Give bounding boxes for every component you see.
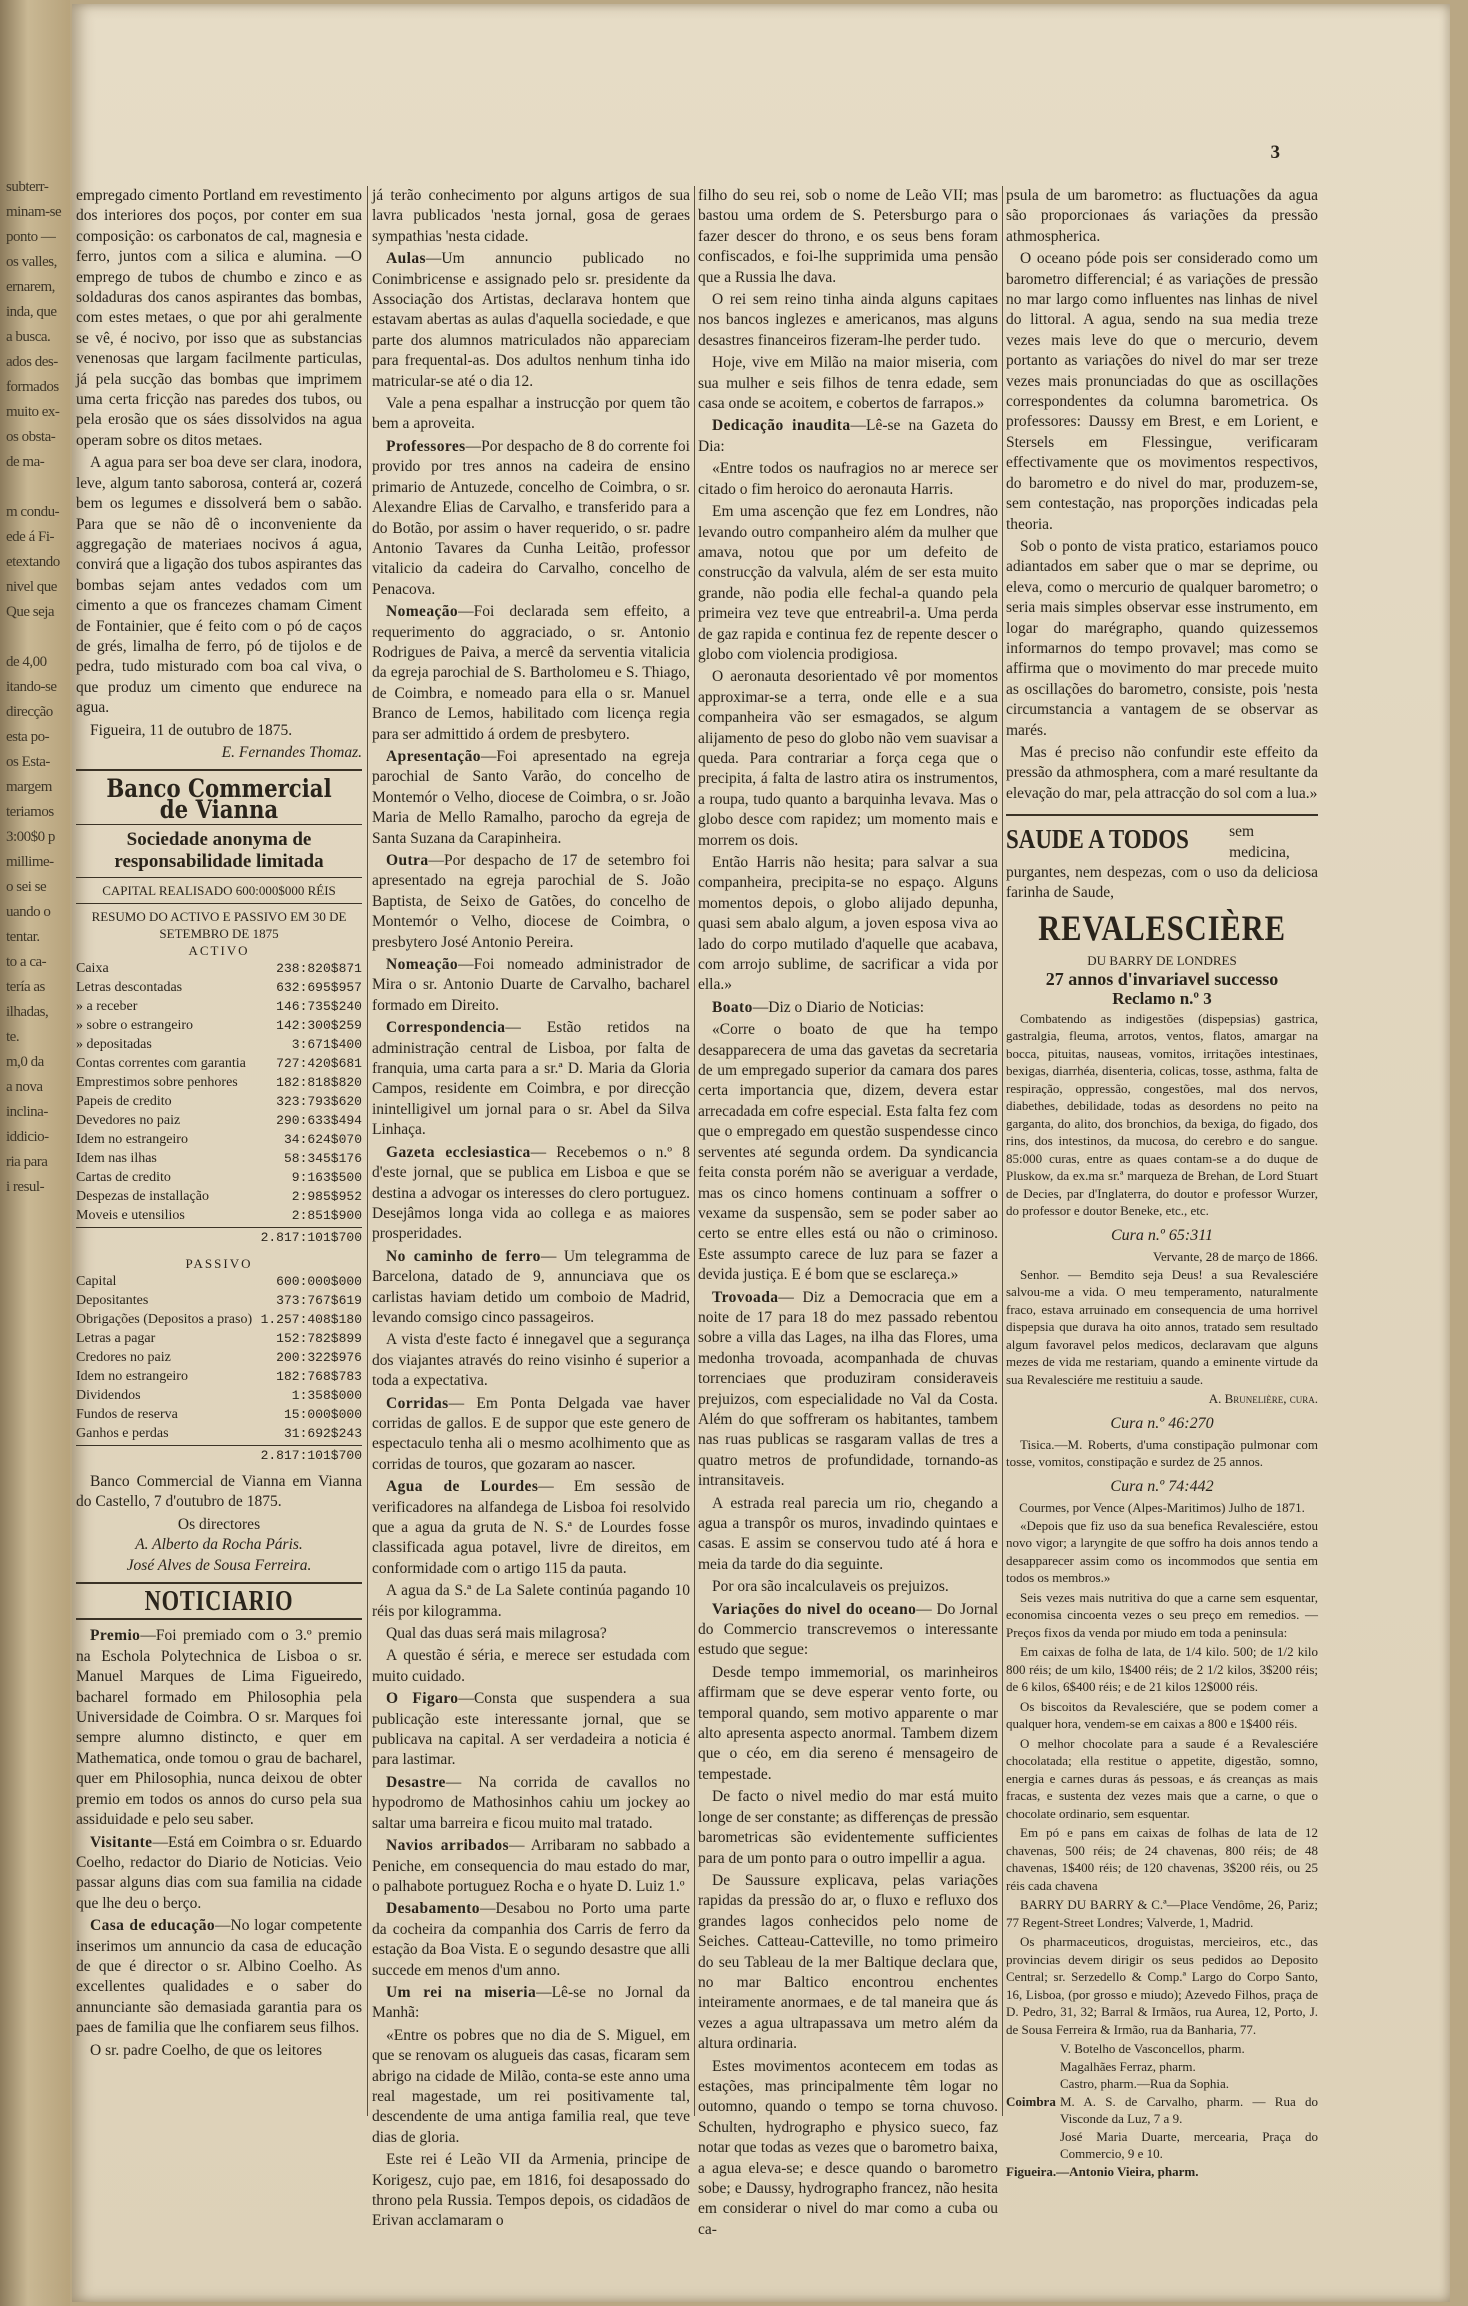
passivo-value: 373:767$619 [276,1292,362,1308]
news-item [372,602,690,745]
article-paragraph: A estrada real parecia um rio, chegando a agua a transpôr os muros, invadindo quintaes e casas. E assim se conservou tudo até á hora e meia da tarde do dia seguinte. [698,1494,998,1573]
coimbra-seller: José Maria Duarte, mercearia, Praça do Commercio, 9 e 10. [1060,2128,1318,2162]
passivo-label: Depositantes [76,1292,149,1308]
coimbra-seller: Castro, pharm.—Rua da Sophia. [1060,2076,1229,2092]
news-text: — Diz a Democracia que em a noite de 17 para 18 do mez passado rebentou sobre a villa das Lages, na ilha das Flores, uma medonha trovoada, acompanhada de chuvas torrenciaes que produziram consideraveis prejuizos, com especialidade no Val da Costa. Além do que soffreram os habitantes, tambem nas ruas publicas se rasgaram vallas de tres a quatro metros de profundidade, tornando-as intransitaveis. [698,1288,998,1490]
passivo-table [76,1272,362,1443]
coimbra-seller: M. A. S. de Carvalho, pharm. — Rua do Visconde da Luz, 7 a 9. [1060,2093,1318,2127]
product-name: REVALESCIÈRE [1038,907,1286,948]
activo-row [76,1206,362,1225]
news-lead: Boato [712,998,753,1016]
passivo-value: 1:358$000 [291,1387,362,1403]
news-item [372,249,690,392]
news-text: —Por despacho de 8 do corrente foi provido por tres annos na cadeira de ensino primario de Antuzede, concelho de Coimbra, o sr. Alexandre Elias de Carvalho, e transferido para a do Botão, por assim o haver requerido, o sr. padre Antonio Tavares da Cunha Leitão, professor vitalicio da cadeira do Carvalho, concelho de Penacova. [372,437,690,598]
news-lead: Nomeação [386,956,459,974]
newspaper-page [72,4,1450,2302]
article-paragraph: A vista d'este facto é innegavel que a segurança dos viajantes através do reino visinho é superior a toda a expectativa. [372,1331,690,1390]
passivo-row [76,1405,362,1424]
ad-prices: Em pó e pans em caixas de folhas de lata de 12 chavenas, 500 réis; de 24 chavenas, 800 réis; de 48 chavenas, 1$400 réis; de 120 chavenas, 3$200 réis, ou 25 réis cada chavena [1006,1825,1318,1893]
article-paragraph: De Saussure explicava, pelas variações rapidas da pressão do ar, o fluxo e refluxo dos grandes lagos conhecidos pelo nome de Seiches. Catteau-Catteville, no tomo primeiro do seu Tableau de la mer Baltique declara que, no mar Baltico encontrou enchentes inteiramente anormaes, e de tal maneira que ás vezes a agua ultrapassava um metro além da altura ordinaria. [698,1871,998,2053]
article-paragraph: empregado cimento Portland em revestimento dos interiores dos poços, por conter em sua composição: os carbonatos de cal, magnesia e ferro, juntos com a silica e alumina. —O emprego de tubos de chumbo e zinco e as soldaduras dos canos aspirantes das bombas, com estes metaes, o que por ahi geralmente se vê, é nocivo, por isso que as substancias venenosas que largam facilmente particulas, já pela sucção das bombas que imprimem uma certa fricção nas paredes dos tubos, ou pela erosão que os sáes dissolvidos na agua operam sobre os ditos metaes. [76,187,362,449]
news-text: —Lê-se na Gazeta do Dia: [698,417,998,455]
activo-value: 3:671$400 [291,1037,362,1053]
activo-value: 290:633$494 [276,1113,362,1129]
passivo-row [76,1291,362,1310]
coimbra-list [1060,2040,1318,2163]
passivo-label: Capital [76,1273,117,1289]
adjacent-page-fragments: subterr- minam-se ponto — os valles, ernarem, inda, que a busca. ados des- formados muito ex- os obsta- de ma- m condu- ede á Fi- etextando nivel que Que seja de 4,00 itando-se direcção esta po- os Esta- margem teriamos 3:00$0 p millime- o sei se uando o tentar. to a ca- tería as ilhadas, te. m,0 da a nova inclina- iddicio- ria para i resul- [6,179,62,1195]
cure-text: Tisica.—M. Roberts, d'uma constipação pulmonar com tosse, vomitos, constipação e surdez de 25 annos. [1006,1436,1318,1470]
news-text: — Estão retidos na administração central de Lisboa, por falta de franquia, uma carta para a sr.ª D. Maria da Gloria Campos, residente em Coimbra, e por direcção inintelligivel um jornal para o sr. Abel da Silva Linhaça. [372,1019,690,1139]
news-lead: Um rei na miseria [386,1983,537,2001]
activo-label: Cartas de credito [76,1170,171,1186]
news-lead: Trovoada [712,1288,779,1306]
activo-label: Caixa [76,961,109,977]
activo-row [76,1168,362,1187]
news-text: —Um annuncio publicado no Conimbricense e assignado pelo sr. presidente da Associação dos Artistas, declarava hontem que estavam abertas as aulas d'aquella sociedade, e que parte dos alumnos matriculados não appareciam para frequental-as. Dos adultos nenhum tinha ido matricular-se até o dia 12. [372,250,690,390]
news-lead: Agua de Lourdes [386,1478,539,1496]
cure-text: Senhor. — Bemdito seja Deus! a sua Revalesciére salvou-me a vida. O meu temperamento, naturalmente fraco, estava arruinado em consequencia de uma horrivel dispepsia que durava ha oito annos, tratado sem resultado algum favoravel pelos medicos, declaravam que alguns mezes de vida me restariam, quando a eminente virtude da sua Revalesciére me restituiu a saude. [1006,1266,1318,1387]
news-lead: Navios arribados [386,1837,509,1855]
article-paragraph: A agua para ser boa deve ser clara, inodora, leve, algum tanto saborosa, conterá ar, cozerá bem os legumes e dissolverá bem o sabão. Para que se não dê o inconveniente da aggregação de materiaes nocivos á agua, convirá que a ligação dos tubos aspirantes das bombas sejam antes vedados com um cimento a que os francezes chamam Ciment de Fontainier, que é feito com o pó de caços de grés, limalha de ferro, pó de tijolos e de pedra, tudo misturado com boa cal viva, o que produz um cimento que endurece na agua. [76,454,362,717]
article-paragraph: Estes movimentos acontecem em todas as estações, mas principalmente têm logar no outomno, quando o tempo se torna chuvoso. Schulten, hydrographo e physico sueco, faz notar que todas as vezes que o barometro baixa, a agua eleva-se; e desce quando o barometro sobe; e Daussy, hydrographo francez, não hesita em considerar o nivel do mar como a cuba ou ca- [698,2057,998,2238]
news-item [372,955,690,1016]
ad-text: Seis vezes mais nutritiva do que a carne sem esquentar, economisa cincoenta vezes o seu preço em remedios. — Preços fixos da venda por miudo em toda a peninsula: [1006,1589,1318,1640]
bank-title: Banco Commercial de Vianna [106,774,332,824]
news-lead: Variações do nivel do oceano [712,1600,917,1618]
news-text: — Em sessão de verificadores na alfandega de Lisboa foi resolvido que a agua da gruta de N. S.ª de Lourdes fosse classificada agua potavel, livre de direitos, em conformidade com o artigo 115 da pauta. [372,1478,691,1577]
figueira-seller: Figueira.—Antonio Vieira, pharm. [1006,2163,1199,2179]
news-lead: Apresentação [386,747,481,765]
news-text: —Por despacho de 17 de setembro foi apresentado na egreja parochial de S. João Baptista, de Seixo de Gatões, do concelho de Montemór o Velho, diocese de Coimbra, o presbytero José Antonio Pereira. [372,852,690,951]
divider [76,903,362,904]
ad-prices: Em caixas de folha de lata, de 1/4 kilo. 500; de 1/2 kilo 800 réis; de um kilo, 1$400 réis; de 2 1/2 kilos, 3$200 réis; de 6 kilos, 6$400 réis; e de 21 kilos 12$000 réis. [1006,1644,1318,1695]
activo-label: Contas correntes com garantia [76,1056,246,1072]
director-name: José Alves de Sousa Ferreira. [126,1556,312,1574]
passivo-value: 15:000$000 [283,1406,362,1422]
news-item [372,1018,690,1140]
activo-row [76,1149,362,1168]
activo-value: 632:695$957 [276,980,362,996]
activo-row [76,1111,362,1130]
activo-label: Idem nas ilhas [76,1151,157,1167]
article-paragraph: filho do seu rei, sob o nome de Leão VII; mas bastou uma ordem de S. Petersburgo para o fazer descer do throno, e os seus bens foram confiscados, e foi-lhe supprimida uma pensão que a Russia lhe dava. [698,187,998,286]
page-number: 3 [1270,142,1280,163]
activo-row [76,1016,362,1035]
column-4 [1006,186,1318,2179]
section-title-noticiario: NOTICIARIO [144,1586,294,1618]
ad-text: Combatendo as indigestões (dispepsias) gastrica, gastralgia, fleuma, arrotos, ventos, flatos, amargar na bocca, pituitas, nauseas, vomitos, irritações intestinaes, bexigas, diarrhéa, disenteria, colicas, tosse, asthma, falta de respiração, oppressão, congestões, mal dos nervos, diabethes, debilidade, todas as desordens no peito na garganta, do alito, dos bronchios, da bexiga, do figado, dos rins, dos intestinos, da mucosa, do cerebro e do sangue. 85:000 curas, entre as quaes contam-se a do duque de Pluskow, da ex.ma sr.ª marqueza de Brehan, de Lord Stuart de Decies, par d'Inglaterra, do doutor e professor Wurzer, do professor e doutor Beneke, etc., etc. [1006,1010,1318,1219]
news-item [372,1773,690,1834]
divider [76,877,362,878]
news-item [698,1600,998,1661]
cure-place: Courmes, por Vence (Alpes-Maritimos) Julho de 1871. [1019,1500,1305,1516]
activo-label: » depositadas [76,1037,152,1053]
article-paragraph: Desde tempo immemorial, os marinheiros affirmam que se deve esperar vento forte, ou temporal quando, sem motivo apparente o mar alto apresenta aspecto anormal. Tambem dizem que o céo, em dia sereno é mensageiro de tempestade. [698,1663,998,1783]
signoff-place: Figueira, 11 de outubro de 1875. [90,721,293,739]
news-lead: Premio [90,1627,141,1645]
article-paragraph: O oceano póde pois ser considerado como um barometro differencial; é as variações de pressão no mar largo como influentes nas linhas de nivel do littoral. A agua, sendo na sua media treze vezes mais leve do que o mercurio, devem portanto as variações do nivel do mar ser treze vezes mais pronunciadas do que as oscillações correspondentes da columna barometrica. Os professores: Daussy em Brest, e em Lorient, e Stersels em Flessingue, verificaram effectivamente que os movimentos respectivos, do barometro e do nivel do mar, produzem-se, sem contestação, nas proporções indicadas pela theoria. [1006,250,1318,533]
passivo-value: 200:322$976 [276,1349,362,1365]
news-lead: Corridas [386,1394,449,1412]
coimbra-seller: Magalhães Ferraz, pharm. [1060,2058,1196,2074]
coimbra-seller: V. Botelho de Vasconcellos, pharm. [1060,2041,1245,2057]
cure-heading: Cura n.º 65:311 [1111,1226,1213,1244]
article-paragraph: A questão é séria, e merece ser estudada com muito cuidado. [372,1647,690,1685]
cure-place: Vervante, 28 de março de 1866. [1153,1249,1318,1265]
article-paragraph: A agua da S.ª de La Salete continúa pagando 10 réis por kilogramma. [372,1582,690,1620]
news-item [372,1689,690,1771]
news-lead: O Figaro [386,1690,459,1708]
activo-row [76,1187,362,1206]
news-lead: Correspondencia [386,1019,506,1037]
passivo-label: Fundos de reserva [76,1406,178,1422]
passivo-value: 1.257:408$180 [260,1311,362,1327]
news-item [372,1394,690,1476]
news-item [698,998,998,1018]
news-lead: Nomeação [386,603,459,621]
article-paragraph: psula de um barometro: as fluctuações da agua são proporcionaes ás variações da pressão athmospherica. [1006,187,1318,245]
activo-label: Letras descontadas [76,980,183,996]
news-text: — Do Jornal do Commercio transcrevemos o interessante estudo que segue: [698,1600,999,1659]
news-lead: Gazeta ecclesiastica [386,1143,531,1161]
news-text: —Foi apresentado na egreja parochial de Santo Varão, do concelho de Montemór o Velho, diocese de Coimbra, o sr. João Maria de Mello Ramalho, parocho da egreja de Santa Suzana da Carapinheira. [372,747,690,847]
news-item [372,1836,690,1897]
news-text: —Desabou no Porto uma parte da cocheira da companhia dos Carris de ferro da estação da Boa Vista. E o segundo desastre que alli succede em menos d'um anno. [372,1900,690,1979]
ad-reclamo: Reclamo n.º 3 [1112,989,1212,1009]
activo-label: Idem no estrangeiro [76,1132,188,1148]
news-lead: Professores [386,437,466,455]
news-text: —Foi nomeado administrador de Mira o sr. Antonio Duarte de Carvalho, bacharel formado em Direito. [372,956,690,1014]
news-item [698,1288,998,1492]
ad-headline: SAUDE A TODOS [1006,824,1189,855]
activo-total: 2.817:101$700 [76,1227,362,1248]
news-text: — Em Ponta Delgada vae haver corridas de gallos. E de suppor que este genero de espectaculo tenha ali o mesmo acolhimento que as corridas de touros, que gozaram ao nascer. [372,1394,690,1473]
divider [1006,814,1318,816]
activo-value: 323:793$620 [276,1094,362,1110]
news-text: — Na corrida de cavallos no hypodromo de Mathosinhos cahiu um jockey ao saltar uma barreira e ficou muito mal tratado. [372,1773,690,1832]
passivo-row [76,1367,362,1386]
ad-headline-rest: sem medicina, purgantes, nem despezas, com o uso da deliciosa farinha de Saude, [1006,823,1318,902]
news-lead: No caminho de ferro [386,1247,541,1265]
divider [76,769,362,771]
activo-label: Papeis de credito [76,1094,172,1110]
column-rule [1002,186,1003,2116]
article-paragraph: O rei sem reino tinha ainda alguns capitaes nos bancos inglezes e americanos, mas alguns desastres financeiros fizeram-lhe perder tudo. [698,291,998,349]
activo-label: Devedores no paiz [76,1113,181,1129]
passivo-row [76,1348,362,1367]
ad-header [1006,822,1318,904]
activo-table [76,959,362,1225]
activo-value: 238:820$871 [276,961,362,977]
adjacent-page-strip [0,0,70,2306]
summary-heading: RESUMO DO ACTIVO E PASSIVO EM 30 DE SETEMBRO DE 1875 [91,909,347,942]
passivo-label: Letras a pagar [76,1330,156,1346]
activo-label: » sobre o estrangeiro [76,1018,194,1034]
column-3 [698,186,999,2238]
news-lead: Casa de educação [90,1917,216,1935]
article-paragraph: Sob o ponto de vista pratico, estariamos pouco adiantados em saber que o mar se deprime, ou eleva, como o mercurio de qualquer barometro; o seria mais simples observar esse instrumento, em logar do marégrapho, quando quizessemos informarnos do tempo provavel; mas como se affirma que o movimento do mar precede muito as oscillações do barometro, consiste, pois 'nesta circumstancia a vantagem de se observar as marés. [1006,537,1318,739]
directors-heading: Os directores [177,1515,261,1533]
news-item [372,1899,690,1981]
activo-label: » a receber [76,999,138,1015]
article-paragraph: «Entre todos os naufragios no ar merece ser citado o fim heroico do aeronauta Harris. [698,460,998,498]
article-paragraph: Mas é preciso não confundir este effeito da pressão da athmosphera, com a maré resultante da elevação do mar, pela attracção do sol com a lua.» [1006,743,1318,802]
passivo-value: 182:768$783 [276,1368,362,1384]
cure-heading: Cura n.º 74:442 [1110,1477,1214,1495]
news-lead: Desastre [386,1773,446,1791]
activo-value: 182:818$820 [276,1075,362,1091]
news-text: — Um telegramma de Barcelona, datado de 9, annunciava que os carlistas haviam detido um comboio de Madrid, levando comsigo cinco passageiros. [372,1247,690,1326]
coimbra-sellers [1006,2040,1318,2163]
director-name: A. Alberto da Rocha Páris. [135,1536,303,1554]
ad-tagline: 27 annos d'invariavel successo [1045,968,1279,989]
ad-text: O melhor chocolate para a saude é a Revalesciére chocolatada; ella restitue o appetite, digestão, somno, energia e carnes duras ás pessoas, e ás creanças as mais fracas, e sustenta dez vezes mais que a carne, o que o chocolate ordinario, sem esquentar. [1006,1735,1318,1821]
ad-address: BARRY DU BARRY & C.ª—Place Vendôme, 26, Pariz; 77 Regent-Street Londres; Valverde, 1, Madrid. [1006,1897,1318,1930]
activo-label: Despezas de installação [76,1189,209,1205]
news-text: —Foi premiado com o 3.º premio na Eschola Polytechnica de Lisboa o sr. Manuel Marques de Lima Figueiredo, bacharel formado em Philosophia pela Universidade de Coimbra. O sr. Marques foi sempre alumno distincto, e quer em Mathematica, onde tomou o grau de bacharel, quer em Philosophia, nunca deixou de obter premio em todos os annos do curso pela sua assiduidade e pelo seu saber. [76,1627,362,1829]
article-paragraph: «Entre os pobres que no dia de S. Miguel, em que se renovam os alugueis das casas, ficaram sem abrigo na cidade de Milão, conta-se este anno uma real magestade, um rei positivamente tal, descendente de uma antiga familia real, que teve dias de gloria. [372,2026,690,2146]
passivo-label: Credores no paiz [76,1349,171,1365]
article-paragraph: Qual das duas será mais milagrosa? [386,1625,607,1643]
article-paragraph: Vale a pena espalhar a instrucção por quem tão bem a aproveita. [372,395,690,433]
activo-value: 146:735$240 [276,999,362,1015]
column-rule [367,186,368,2116]
news-item [372,1477,690,1579]
news-item [76,1916,362,2038]
passivo-total: 2.817:101$700 [76,1445,362,1466]
passivo-label: Obrigações (Depositos a praso) [76,1311,253,1327]
activo-value: 142:300$259 [276,1018,362,1034]
article-paragraph: Por ora são incalculaveis os prejuizos. [712,1578,949,1596]
column-2 [372,186,691,2230]
news-item [76,1626,362,1830]
article-paragraph: O sr. padre Coelho, de que os leitores [90,2041,323,2059]
news-item [76,1833,362,1915]
news-lead: Aulas [386,250,426,268]
coimbra-label: Coimbra [1006,2093,1056,2109]
article-paragraph: «Corre o boato de que ha tempo desapparecera de uma das gavetas da secretaria de um empregado superior da camara dos pares certa importancia que, dizem, devera estar arrecadada em cofre especial. Esta falta fez com que o empregado em questão suspendesse cinco serventes até segunda ordem. Da syndicancia feita consta porém não se averiguar a verdade, mas os cinco homens continuam a soffrer o vexame da suspensão, sem se poder saber ao certo se entre elles está ou não o criminoso. Este assumpto carece de luz para se fazer a devida justiça. E é bom que se esclareça.» [698,1021,998,1284]
passivo-value: 152:782$899 [276,1330,362,1346]
article-paragraph: Em uma ascenção que fez em Londres, não levando outro companheiro além da mulher que amava, notou que por um defeito de construcção da valvula, além de ser esta muito grande, não podia elle fechal-a quando pela primeira vez teve que entreabril-a. Uma perda de gaz rapida e continua fez de repente descer o globo com violencia prodigiosa. [698,503,998,663]
news-text: —No logar competente inserimos um annuncio da casa de educação de que é director o sr. Albino Coelho. As excellentes qualidades e o saber do annunciante são demasiada garantia para os paes de familia que lhe confiarem seus filhos. [76,1917,362,2037]
activo-label: Emprestimos sobre penhores [76,1075,238,1091]
signoff-name: E. Fernandes Thomaz. [221,743,362,761]
activo-row [76,1130,362,1149]
activo-row [76,1073,362,1092]
passivo-heading: PASSIVO [185,1255,253,1271]
passivo-row [76,1386,362,1405]
activo-row [76,978,362,997]
news-lead: Dedicação inaudita [712,417,851,435]
news-text: —Consta que suspendera a sua publicação este interessante jornal, que se publicava na capital. A ser verdadeira a noticia é para lastimar. [372,1690,690,1769]
passivo-row [76,1310,362,1329]
news-text: — Recebemos o n.º 8 d'este jornal, que se publica em Lisboa e que se destina a advogar os interesses do clero portuguez. Desejâmos longa vida ao collega e as maiores prosperidades. [372,1143,690,1243]
activo-value: 727:420$681 [276,1056,362,1072]
activo-value: 2:851$900 [291,1208,362,1224]
article-paragraph: já terão conhecimento por alguns artigos de sua lavra publicados 'nesta jornal, gosa de geraes sympathias 'nesta cidade. [372,187,690,245]
activo-heading: ACTIVO [188,943,250,959]
product-maker: DU BARRY DE LONDRES [1087,952,1237,968]
advertisement-revalesciere [1006,822,1318,2180]
article-paragraph: Então Harris não hesita; para salvar a sua companheira, precipita-se no espaço. Alguns momentos depois, o globo alijado depunha, quasi sem abalo algum, a joven esposa viva ao lado do corpo mutilado d'aquelle que acabava, com arrojo sublime, de sacrificar a vida por ella.» [698,854,998,994]
activo-value: 2:985$952 [291,1189,362,1205]
news-item [372,1143,690,1245]
activo-label: Moveis e utensilios [76,1208,185,1224]
article-paragraph: Este rei é Leão VII da Armenia, principe de Korigesz, cujo pae, em 1816, foi desapossado do throno pela Russia. Tempos depois, os cidadãos de Erivan acclamaram o [372,2151,690,2230]
article-paragraph: De facto o nivel medio do mar está muito longe de ser constante; as differenças de pressão barometricas são evidentemente sufficientes para de um ponto para o outro impellir a agua. [698,1788,998,1867]
bank-signature: Banco Commercial de Vianna em Vianna do Castello, 7 d'outubro de 1875. [76,1473,362,1511]
news-lead: Desabamento [386,1900,480,1918]
news-text: —Está em Coimbra o sr. Eduardo Coelho, redactor do Diario de Noticias. Veio passar alguns dias com sua familia na cidade que lhe deu o berço. [76,1833,362,1912]
bank-capital: CAPITAL REALISADO 600:000$000 RÉIS [102,883,336,899]
news-item [372,851,690,953]
news-item [372,1247,690,1329]
news-item [372,1983,690,2024]
passivo-label: Idem no estrangeiro [76,1368,188,1384]
activo-row [76,997,362,1016]
ad-text: Os biscoitos da Revalesciére, que se podem comer a qualquer hora, vendem-se em caixas a 800 e 1$400 réis. [1006,1698,1318,1732]
activo-value: 58:345$176 [283,1151,362,1167]
activo-value: 34:624$070 [283,1132,362,1148]
passivo-row [76,1272,362,1291]
passivo-value: 31:692$243 [283,1425,362,1441]
divider [76,1582,362,1584]
activo-value: 9:163$500 [291,1170,362,1186]
ad-text: Os pharmaceuticos, droguistas, mercieiros, etc., das provincias devem dirigir os seus pedidos ao Deposito Central; sr. Serzedello & Comp.ª Largo do Corpo Santo, 16, Lisboa, (por grosso e miudo); Azevedo Filhos, praça de D. Pedro, 31, 32; Barral & Irmãos, rua Aurea, 12, Porto, J. de Sousa Ferreira & Irmão, rua da Banharia, 77. [1006,1934,1318,2037]
activo-row [76,1035,362,1054]
article-paragraph: O aeronauta desorientado vê por momentos approximar-se a terra, onde elle e a sua companheira vão ser esmagados, se algum alijamento de peso do globo não vem suavisar a queda. Para contrariar a força cega que o precipita, á falta de lastro atira os instrumentos, a roupa, tudo quanto a barquinha levava. Mas o globo desce com rapidez; um momento mais e morrem os dois. [698,668,998,849]
column-rule [694,186,695,2116]
cure-signature: A. Brunelière, cura. [1208,1391,1318,1407]
news-lead: Visitante [90,1833,153,1851]
activo-row [76,959,362,978]
column-1 [76,186,362,2126]
news-text: — Arribaram no sabbado a Peniche, em consequencia do mau estado do mar, o palhabote portuguez Rocha e o hyate D. Luiz 1.º [372,1837,690,1895]
passivo-row [76,1424,362,1443]
cure-heading: Cura n.º 46:270 [1110,1414,1214,1432]
passivo-label: Dividendos [76,1387,141,1403]
activo-row [76,1054,362,1073]
news-item [372,747,690,849]
passivo-value: 600:000$000 [276,1273,362,1289]
divider [76,1618,362,1620]
news-item [372,437,690,600]
activo-row [76,1092,362,1111]
news-item [698,416,998,457]
news-lead: Outra [386,852,429,869]
news-text: —Lê-se no Jornal da Manhã: [372,1983,690,2022]
divider [76,824,362,825]
passivo-row [76,1329,362,1348]
passivo-label: Ganhos e perdas [76,1425,169,1441]
article-paragraph: Hoje, vive em Milão na maior miseria, com sua mulher e seis filhos de tenra edade, sem casa onde se acoitem, e cobertos de farrapos.» [698,354,998,413]
news-text: —Diz o Diario de Noticias: [752,998,925,1016]
news-text: —Foi declarada sem effeito, a requerimento do aggraciado, o sr. Antonio Rodrigues de Paiva, a mercê da serventia vitalicia da egreja parochial de S. Bartholomeu e S. Thiago, de Coimbra, e nomeado para ella o sr. Manuel Branco de Lemos, habilitado com licença regia para ser admittido á ordem de presbytero. [372,603,690,743]
cure-text: «Depois que fiz uso da sua benefica Revalesciére, estou novo vigor; a laryngite de que soffro ha dois annos tendo a desapparecer assim como os incommodos que sentia em todos os membros.» [1006,1517,1318,1586]
bank-subtitle: Sociedade anonyma de responsabilidade limitada [114,829,324,873]
